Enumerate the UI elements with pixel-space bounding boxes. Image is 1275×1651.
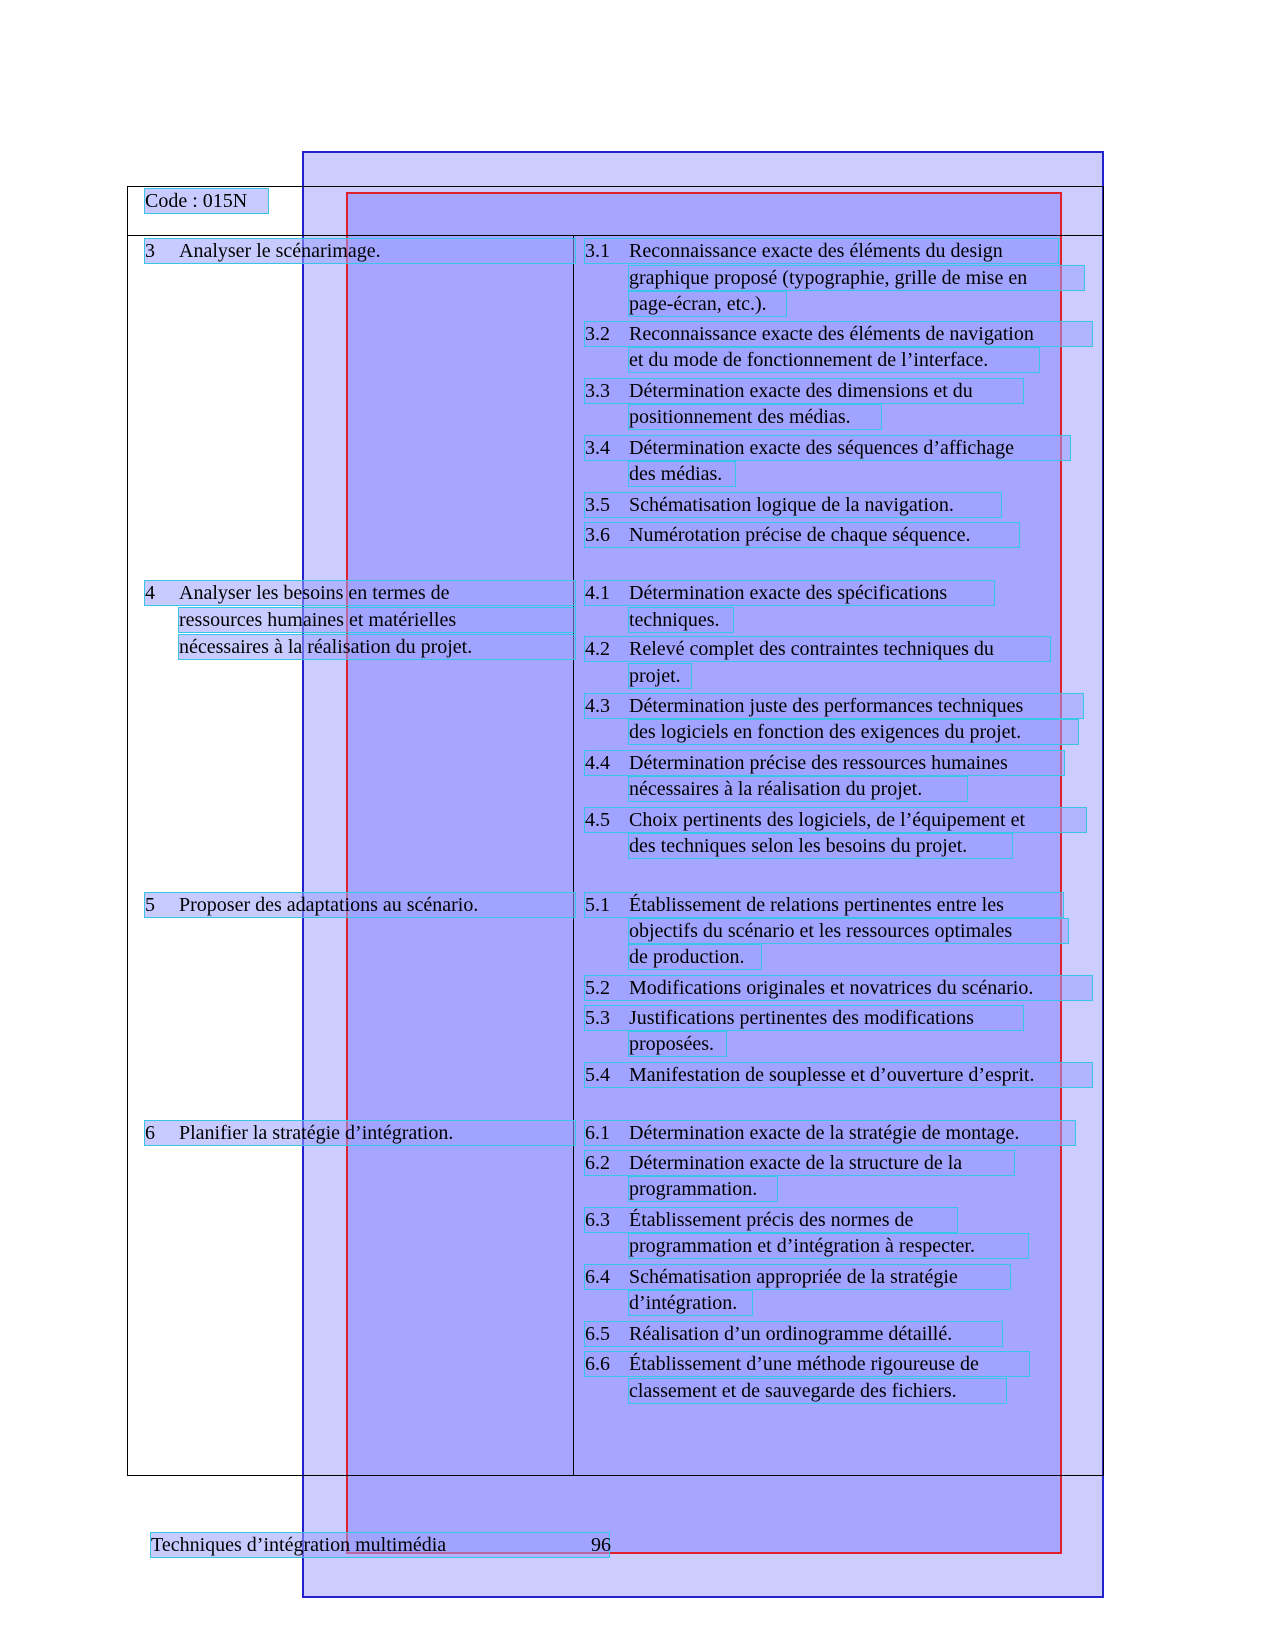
criterion-4-5-line-1: 4.5 Choix pertinents des logiciels, de l’équipement et — [585, 808, 1086, 832]
criterion-3-4-line-2: des médias. — [629, 462, 735, 486]
criterion-5-1-line-2: objectifs du scénario et les ressources optimales — [629, 919, 1068, 943]
criterion-4-1-line-2: techniques. — [629, 608, 733, 632]
criterion-6-6-line-1: 6.6 Établissement d’une méthode rigoureuse de — [585, 1352, 1029, 1376]
element-6: 6 Planifier la stratégie d’intégration. — [145, 1121, 575, 1145]
column-divider — [573, 235, 574, 1476]
element-5: 5 Proposer des adaptations au scénario. — [145, 893, 575, 917]
criterion-4-4-line-2: nécessaires à la réalisation du projet. — [629, 777, 967, 801]
criterion-6-5: 6.5 Réalisation d’un ordinogramme détaillé. — [585, 1322, 1002, 1346]
criterion-6-3-line-1: 6.3 Établissement précis des normes de — [585, 1208, 957, 1232]
element-4-line-1: 4 Analyser les besoins en termes de — [145, 581, 575, 605]
criterion-5-4: 5.4 Manifestation de souplesse et d’ouverture d’esprit. — [585, 1063, 1092, 1087]
criterion-5-1-line-3: de production. — [629, 945, 761, 969]
criterion-5-3-line-1: 5.3 Justifications pertinentes des modifications — [585, 1006, 1023, 1030]
criterion-5-2: 5.2 Modifications originales et novatrices du scénario. — [585, 976, 1092, 1000]
criterion-5-3-line-2: proposées. — [629, 1032, 726, 1056]
criterion-3-6: 3.6 Numérotation précise de chaque séquence. — [585, 523, 1019, 547]
criterion-6-4-line-1: 6.4 Schématisation appropriée de la stratégie — [585, 1265, 1010, 1289]
criterion-4-1-line-1: 4.1 Détermination exacte des spécifications — [585, 581, 994, 605]
criterion-3-2-line-1: 3.2 Reconnaissance exacte des éléments de navigation — [585, 322, 1092, 346]
criterion-3-3-line-1: 3.3 Détermination exacte des dimensions et du — [585, 379, 1023, 403]
element-4-line-3: nécessaires à la réalisation du projet. — [179, 635, 575, 659]
criterion-4-3-line-1: 4.3 Détermination juste des performances techniques — [585, 694, 1083, 718]
element-3: 3 Analyser le scénarimage. — [145, 239, 575, 263]
criterion-5-1-line-1: 5.1 Établissement de relations pertinentes entre les — [585, 893, 1063, 917]
criterion-3-1-line-2: graphique proposé (typographie, grille de mise en — [629, 266, 1084, 290]
criterion-4-3-line-2: des logiciels en fonction des exigences du projet. — [629, 720, 1078, 744]
header-divider — [127, 235, 1104, 236]
code-label: Code : 015N — [145, 189, 268, 213]
criterion-4-5-line-2: des techniques selon les besoins du projet. — [629, 834, 1012, 858]
criterion-6-1: 6.1 Détermination exacte de la stratégie de montage. — [585, 1121, 1075, 1145]
criterion-6-2-line-1: 6.2 Détermination exacte de la structure de la — [585, 1151, 1014, 1175]
criterion-3-4-line-1: 3.4 Détermination exacte des séquences d’affichage — [585, 436, 1070, 460]
criterion-3-1-line-3: page-écran, etc.). — [629, 292, 786, 316]
criterion-6-4-line-2: d’intégration. — [629, 1291, 752, 1315]
criterion-6-3-line-2: programmation et d’intégration à respecter. — [629, 1234, 1028, 1258]
element-4-line-2: ressources humaines et matérielles — [179, 608, 575, 632]
criterion-6-2-line-2: programmation. — [629, 1177, 777, 1201]
criterion-3-5: 3.5 Schématisation logique de la navigation. — [585, 493, 1001, 517]
criterion-4-4-line-1: 4.4 Détermination précise des ressources humaines — [585, 751, 1064, 775]
criterion-3-3-line-2: positionnement des médias. — [629, 405, 881, 429]
criterion-4-2-line-2: projet. — [629, 664, 691, 688]
criterion-6-6-line-2: classement et de sauvegarde des fichiers. — [629, 1379, 1006, 1403]
footer-program-name: Techniques d’intégration multimédia 96 — [151, 1534, 611, 1556]
criterion-4-2-line-1: 4.2 Relevé complet des contraintes techniques du — [585, 637, 1050, 661]
criterion-3-1-line-1: 3.1 Reconnaissance exacte des éléments du design — [585, 239, 1058, 263]
criterion-3-2-line-2: et du mode de fonctionnement de l’interface. — [629, 348, 1039, 372]
